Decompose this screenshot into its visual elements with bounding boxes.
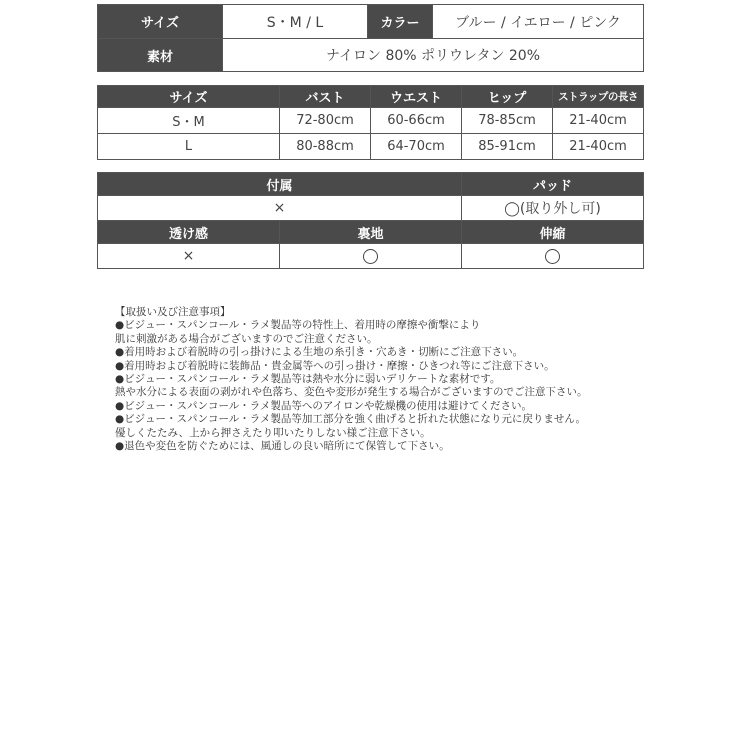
spec-table	[97, 4, 644, 72]
note-line: ●退色や変色を防ぐためには、風通しの良い暗所にて保管して下さい。	[115, 440, 450, 453]
cell-size: S・M	[98, 108, 280, 134]
cell-strap: 21-40cm	[553, 108, 644, 134]
header-strap-length: ストラップの長さ	[553, 86, 644, 108]
header-size: サイズ	[98, 86, 280, 108]
sheer-value: ×	[98, 244, 280, 269]
features-values-2	[98, 244, 644, 269]
note-line: 肌に刺激がある場合がございますのでご注意ください。	[115, 332, 378, 345]
cell-strap: 21-40cm	[553, 134, 644, 160]
lining-label: 裏地	[280, 221, 462, 244]
features-values-1	[98, 196, 644, 221]
cell-bust: 80-88cm	[280, 134, 371, 160]
spec-row-material	[98, 39, 644, 72]
spec-row-size-color	[98, 5, 644, 39]
cell-hip: 78-85cm	[462, 108, 553, 134]
header-bust: バスト	[280, 86, 371, 108]
header-waist: ウエスト	[371, 86, 462, 108]
note-line: ●ビジュー・スパンコール・ラメ製品等は熱や水分に弱いデリケートな素材です。	[115, 373, 501, 386]
table-row	[98, 134, 644, 160]
sheer-label: 透け感	[98, 221, 280, 244]
size-value: S・M / L	[223, 5, 368, 39]
note-line: ●ビジュー・スパンコール・ラメ製品等へのアイロンや乾燥機の使用は避けてください。	[115, 399, 532, 412]
accessory-label: 付属	[98, 173, 462, 196]
cell-hip: 85-91cm	[462, 134, 553, 160]
features-header-1	[98, 173, 644, 196]
stretch-label: 伸縮	[462, 221, 644, 244]
note-line: ●着用時および着脱時に装飾品・貴金属等への引っ掛け・摩擦・ひきつれ等にご注意下さい。	[115, 359, 555, 372]
note-line: ●ビジュー・スパンコール・ラメ製品等加工部分を強く曲げると折れた状態になり元に戻りません。	[115, 413, 587, 426]
note-line: 優しくたたみ、上から押さえたり叩いたりしない様ご注意下さい。	[115, 426, 431, 439]
cell-bust: 72-80cm	[280, 108, 371, 134]
features-header-2	[98, 221, 644, 244]
size-table	[97, 85, 644, 160]
size-table-header	[98, 86, 644, 108]
notes-title: 【取扱い及び注意事項】	[115, 306, 231, 318]
stretch-value	[462, 244, 644, 269]
care-notes	[115, 306, 635, 453]
cell-size: L	[98, 134, 280, 160]
circle-mark-icon	[545, 249, 560, 264]
accessory-value: ×	[98, 196, 462, 221]
lining-value	[280, 244, 462, 269]
table-row	[98, 108, 644, 134]
color-label: カラー	[368, 5, 433, 39]
circle-mark-icon	[363, 249, 378, 264]
note-line: 熱や水分による表面の剥がれや色落ち、変色や変形が発生する場合がございますのでご注意下さい。	[115, 386, 588, 399]
cell-waist: 64-70cm	[371, 134, 462, 160]
note-line: ●着用時および着脱時の引っ掛けによる生地の糸引き・穴あき・切断にご注意下さい。	[115, 346, 524, 359]
note-line: ●ビジュー・スパンコール・ラメ製品等の特性上、着用時の摩擦や衝撃により	[115, 319, 481, 332]
pad-label: パッド	[462, 173, 644, 196]
pad-value: ◯(取り外し可)	[462, 196, 644, 221]
features-table	[97, 172, 644, 269]
header-hip: ヒップ	[462, 86, 553, 108]
color-value: ブルー / イエロー / ピンク	[433, 5, 644, 39]
material-value: ナイロン 80% ポリウレタン 20%	[223, 39, 644, 72]
material-label: 素材	[98, 39, 223, 72]
size-label: サイズ	[98, 5, 223, 39]
cell-waist: 60-66cm	[371, 108, 462, 134]
